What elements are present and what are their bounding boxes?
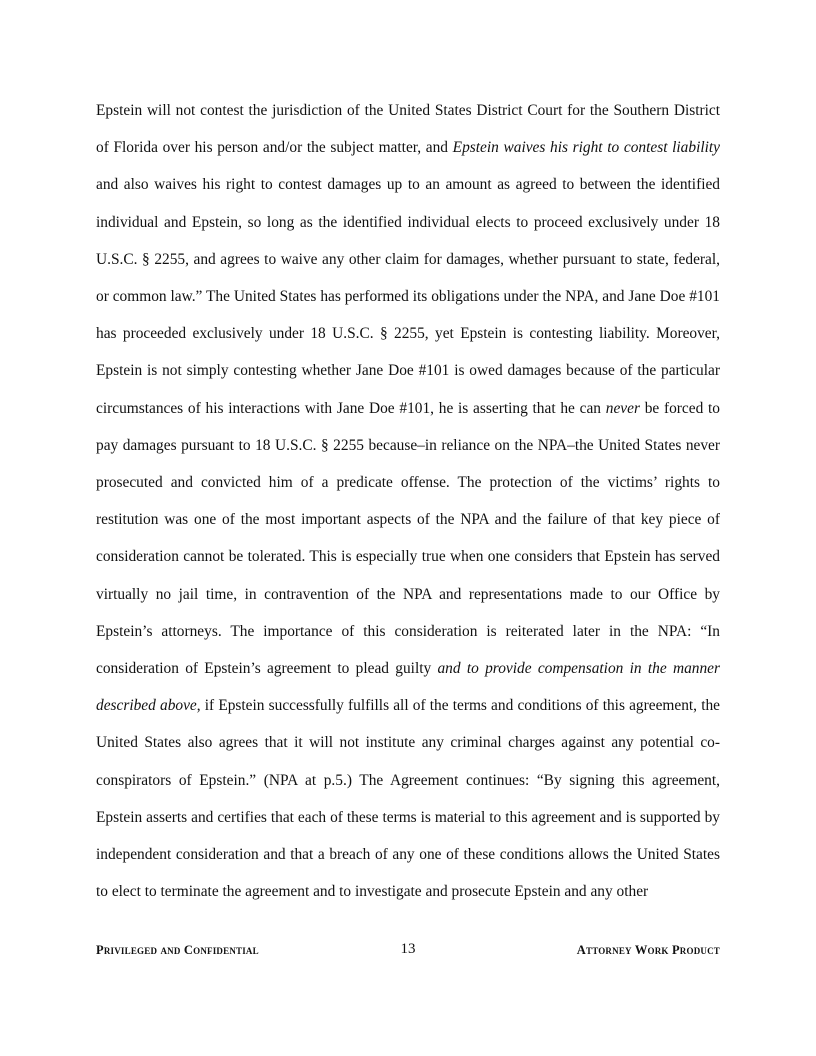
text-run: , if Epstein successfully fulfills all of the terms and conditions of this agreement, the United States also agrees that it will not institute any criminal charges against any potential co-conspirators of Epstein.” (NPA at p.5.) The Agreement continues: “By signing this agreement, Epstein asserts and certifies that each of these terms is material to this agreement and is supported by independent consideration and that a breach of any one of these conditions allows the United States to elect to terminate the agreement and to investigate and prosecute Epstein and any other	[96, 697, 720, 901]
page-number: 13	[400, 941, 416, 957]
footer-privileged-label: Privileged and Confidential	[96, 943, 259, 957]
text-run: and also waives his right to contest damages up to an amount as agreed to between the identified individual and Epstein, so long as the identified individual elects to proceed exclusively under 18 U.S.C. § 2255, and agrees to waive any other claim for damages, whether pursuant to state, federal, or common law.” The United States has performed its obligations under the NPA, and Jane Doe #101 has proceeded exclusively under 18 U.S.C. § 2255, yet Epstein is contesting liability. Moreover, Epstein is not simply contesting whether Jane Doe #101 is owed damages because of the particular circumstances of his interactions with Jane Doe #101, he is asserting that he can	[96, 176, 720, 417]
footer-work-product-label: Attorney Work Product	[576, 943, 720, 957]
italic-text-run: never	[605, 399, 640, 417]
text-run: Epstein will not contest the jurisdiction of the United States District Court for the Southern District of Florida over his person and/or the subject matter, and	[96, 102, 720, 157]
page-footer	[96, 941, 720, 963]
body-paragraph	[96, 92, 720, 910]
italic-text-run: Epstein waives his right to contest liability	[452, 139, 720, 157]
text-run: be forced to pay damages pursuant to 18 U.S.C. § 2255 because–in reliance on the NPA–the United States never prosecuted and convicted him of a predicate offense. The protection of the victims’ rights to restitution was one of the most important aspects of the NPA and the failure of that key piece of consideration cannot be tolerated. This is especially true when one considers that Epstein has served virtually no jail time, in contravention of the NPA and representations made to our Office by Epstein’s attorneys. The importance of this consideration is reiterated later in the NPA: “In consideration of Epstein’s agreement to plead guilty	[96, 399, 720, 678]
italic-text-run: and to provide compensation in the manner described above	[96, 660, 720, 715]
